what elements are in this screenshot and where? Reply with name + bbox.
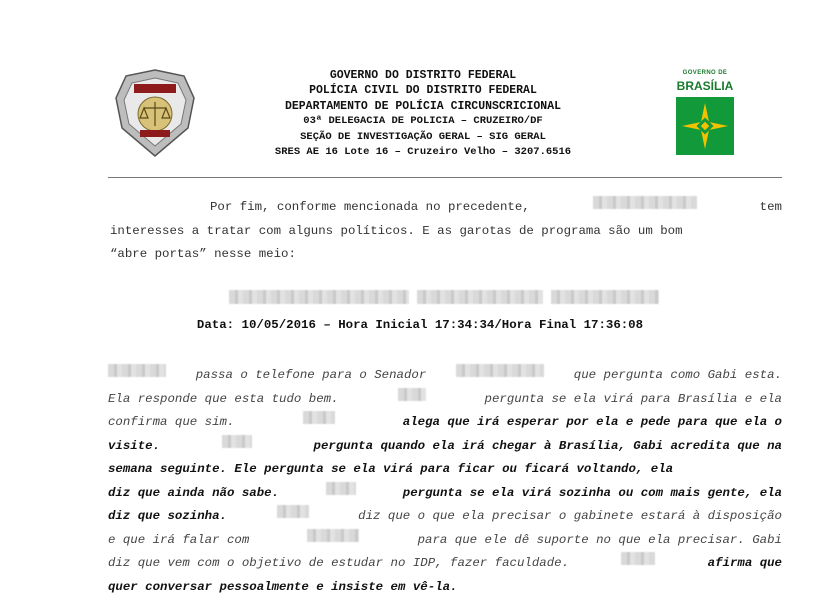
p2-l7b: diz que o que ela precisar o gabinete estará à disposição <box>358 509 782 523</box>
gdf-logo-name-text: BRASÍLIA <box>676 79 734 93</box>
p2-l1a: passa o telefone para o Senador <box>195 368 427 382</box>
redacted-name <box>303 411 335 424</box>
police-badge-icon <box>114 68 196 158</box>
header-line-5: SEÇÃO DE INVESTIGAÇÃO GERAL – SIG GERAL <box>300 130 546 143</box>
p2-l3a: confirma que sim. <box>108 415 235 429</box>
p1-line2: interesses a tratar com alguns políticos. E as garotas de programa são um bom <box>110 223 683 238</box>
p1-line1-end: tem <box>759 200 782 214</box>
letterhead <box>240 68 606 160</box>
header-line-2: POLÍCIA CIVIL DO DISTRITO FEDERAL <box>309 84 537 98</box>
header-divider <box>108 177 782 178</box>
p2-l4a: visite. <box>108 438 161 453</box>
p2-l1b: que pergunta como Gabi esta. <box>573 368 782 382</box>
redacted-name <box>108 364 166 377</box>
redacted-name <box>326 482 356 495</box>
p2-l3b: alega que irá esperar por ela e pede para que ela o <box>402 415 782 429</box>
p1-line3: “abre portas” nesse meio: <box>110 247 296 261</box>
redacted-name <box>456 364 544 377</box>
brasilia-logo-icon <box>676 97 734 155</box>
p2-l9b: afirma que <box>707 556 782 570</box>
redacted-name <box>593 196 697 209</box>
gdf-logo-top-text: GOVERNO DE <box>682 70 728 76</box>
redacted-call-header <box>229 290 659 304</box>
p1-line1-text: Por fim, conforme mencionada no precedente, <box>210 200 530 214</box>
p2-l6b: pergunta se ela virá sozinha ou com mais gente, ela <box>402 485 782 500</box>
p2-l6a: diz que ainda não sabe. <box>108 485 280 500</box>
header-line-4: 03ª DELEGACIA DE POLICIA – CRUZEIRO/DF <box>303 115 543 128</box>
header-line-3: DEPARTAMENTO DE POLÍCIA CIRCUNSCRICIONAL <box>284 99 562 113</box>
redacted-name <box>307 529 359 542</box>
p2-l8b: para que ele dê suporte no que ela precisar. Gabi <box>417 532 782 547</box>
call-date-line: Data: 10/05/2016 – Hora Inicial 17:34:34/Hora Final 17:36:08 <box>196 318 644 332</box>
paragraph-intro <box>110 196 782 267</box>
p2-l9a: diz que vem com o objetivo de estudar no IDP, fazer faculdade. <box>108 556 570 570</box>
redacted-name <box>222 435 252 448</box>
header-line-6: SRES AE 16 Lote 16 – Cruzeiro Velho – 3207.6516 <box>274 146 572 159</box>
redacted-name <box>277 505 309 518</box>
p2-l5: semana seguinte. Ele pergunta se ela virá para ficar ou ficará voltando, ela <box>108 462 674 476</box>
p2-l7a: diz que sozinha. <box>108 509 227 523</box>
header-line-1: GOVERNO DO DISTRITO FEDERAL <box>329 69 517 82</box>
paragraph-transcript <box>108 364 782 599</box>
p2-l4b: pergunta quando ela irá chegar à Brasília, Gabi acredita que na <box>313 438 782 453</box>
redacted-name <box>621 552 655 565</box>
p2-l2a: Ela responde que esta tudo bem. <box>108 391 339 406</box>
p2-l2b: pergunta se ela virá para Brasília e ela <box>484 391 782 406</box>
p2-l10: quer conversar pessoalmente e insiste em vê-la. <box>108 579 458 594</box>
redacted-name <box>398 388 426 401</box>
p2-l8a: e que irá falar com <box>108 532 250 547</box>
